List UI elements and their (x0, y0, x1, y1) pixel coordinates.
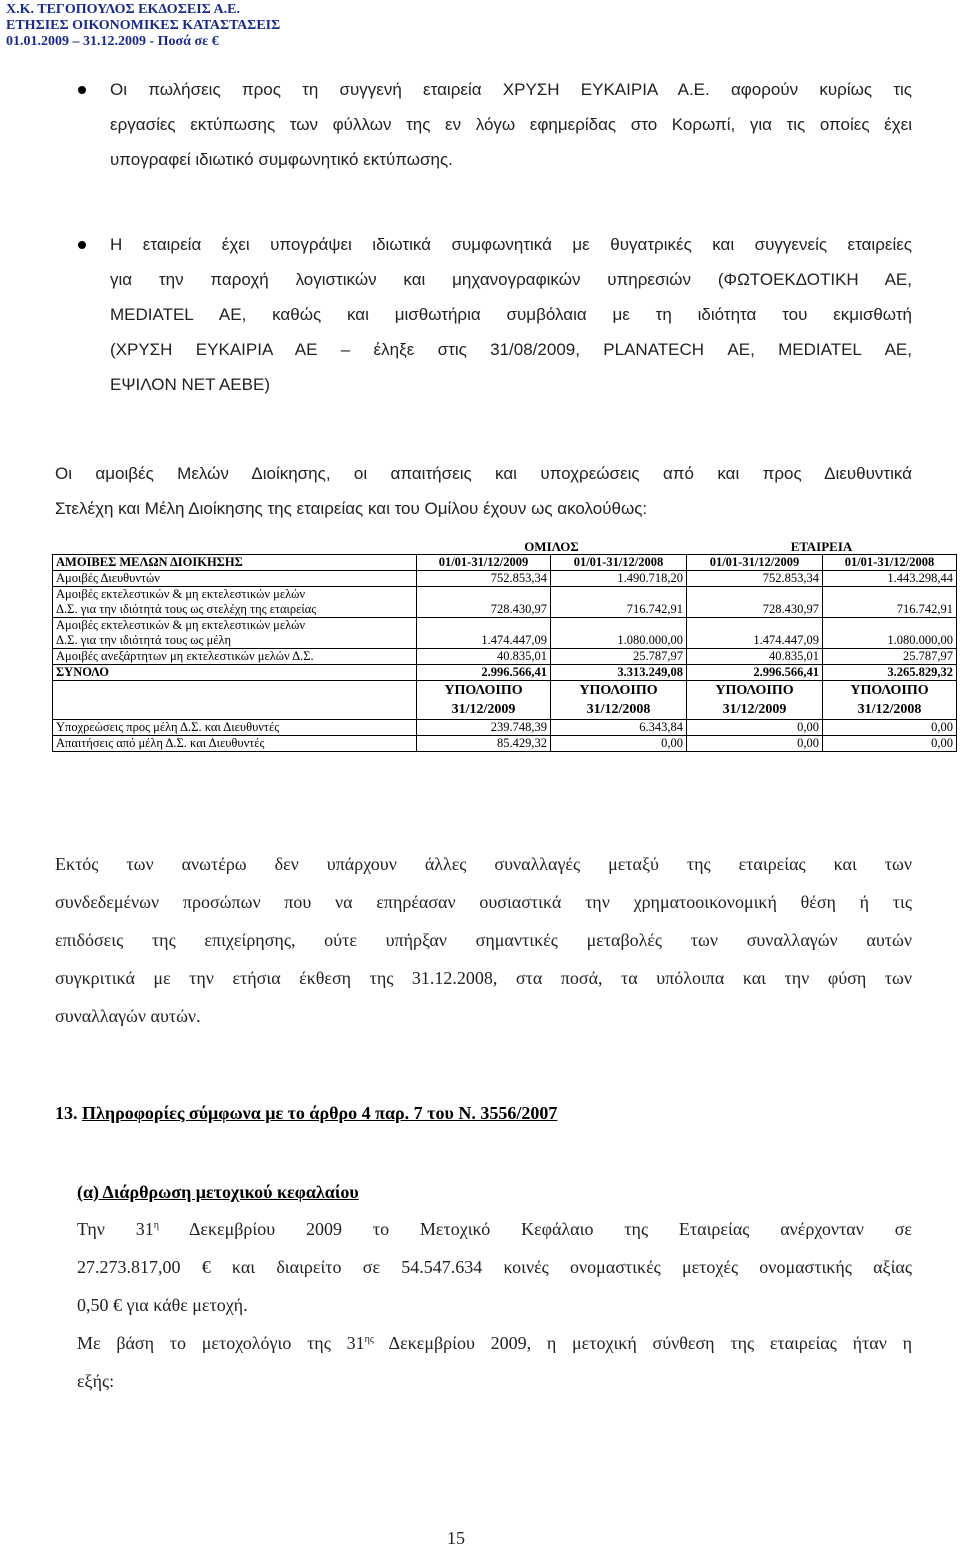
text-line: MEDIATEL ΑΕ, καθώς και μισθωτήρια συμβόλαια με τη ιδιότητα του εκμισθωτή (110, 305, 912, 324)
cell-value: 716.742,91 (823, 587, 957, 618)
cell-value: 1.080.000,00 (823, 618, 957, 649)
cell-value: 0,00 (823, 720, 957, 736)
balance-label: ΥΠΟΛΟΙΠΟ (579, 683, 658, 698)
superscript: ης (364, 1334, 374, 1345)
cell-value: 6.343,84 (551, 720, 687, 736)
balance-date: 31/12/2009 (722, 702, 787, 717)
balance-header (417, 681, 551, 720)
cell-value: 40.835,01 (417, 649, 551, 665)
text-line: για την παροχή λογιστικών και μηχανογραφικών υπηρεσιών (ΦΩΤΟΕΚΔΟΤΙΚΗ ΑΕ, (110, 270, 912, 289)
text-line: (ΧΡΥΣΗ ΕΥΚΑΙΡΙΑ ΑΕ – έληξε στις 31/08/2009, PLANATECH ΑΕ, MEDIATEL ΑΕ, (110, 340, 912, 359)
period-header: 01/01-31/12/2008 (823, 555, 957, 571)
text-line: επιδόσεις της επιχείρησης, ούτε υπήρξαν σημαντικές μεταβολές των συναλλαγών αυτών (55, 930, 912, 950)
cell-value: 0,00 (823, 736, 957, 752)
text-line: εξής: (77, 1371, 115, 1391)
table-row (53, 649, 957, 665)
cell-value: 25.787,97 (551, 649, 687, 665)
period-currency: 01.01.2009 – 31.12.2009 - Ποσά σε € (6, 34, 219, 49)
text-line: εργασίες εκτύπωσης των φύλλων της εν λόγω εφημερίδας στο Κορωπί, για τις οποίες έχει (110, 115, 912, 134)
section-heading: Πληροφορίες σύμφωνα με το άρθρο 4 παρ. 7 του Ν. 3556/2007 (82, 1103, 558, 1123)
text-fragment: Με βάση το μετοχολόγιο της 31 (77, 1333, 365, 1353)
total-value: 2.996.566,41 (687, 665, 823, 681)
total-value: 2.996.566,41 (417, 665, 551, 681)
section-title (55, 1103, 557, 1124)
page-number: 15 (447, 1528, 465, 1548)
document-header (6, 2, 280, 50)
text-line (77, 1210, 912, 1248)
cell-value: 1.474.447,09 (417, 618, 551, 649)
table-row (53, 720, 957, 736)
period-header: 01/01-31/12/2008 (551, 555, 687, 571)
text-line: Η εταιρεία έχει υπογράψει ιδιωτικά συμφωνητικά με θυγατρικές και συγγενείς εταιρείες (110, 235, 912, 254)
cell-value: 728.430,97 (687, 587, 823, 618)
text-fragment: Δεκεμβρίου 2009, η μετοχική σύνθεση της εταιρείας ήταν η (373, 1333, 912, 1353)
row-label: Αμοιβές ανεξάρτητων μη εκτελεστικών μελών Δ.Σ. (53, 649, 417, 665)
text-line (77, 1324, 912, 1362)
text-line: 0,50 € για κάθε μετοχή. (77, 1295, 248, 1315)
text-line: Οι πωλήσεις προς τη συγγενή εταιρεία ΧΡΥΣΗ ΕΥΚΑΙΡΙΑ Α.Ε. αφορούν κυρίως τις (110, 80, 912, 99)
table-row (53, 571, 957, 587)
text-line: υπογραφεί ιδιωτικό συμφωνητικό εκτύπωσης. (110, 150, 453, 169)
intro-paragraph (55, 456, 912, 526)
table-row (53, 736, 957, 752)
cell-value: 1.490.718,20 (551, 571, 687, 587)
subsection-title (77, 1182, 359, 1203)
superscript: η (153, 1220, 159, 1231)
text-line: ΕΨΙΛΟΝ ΝΕΤ ΑΕΒΕ) (110, 375, 270, 394)
row-label: Αμοιβές Διευθυντών (53, 571, 417, 587)
cell-value: 239.748,39 (417, 720, 551, 736)
table-total-row (53, 665, 957, 681)
balance-label: ΥΠΟΛΟΙΠΟ (444, 683, 523, 698)
text-line: Στελέχη και Μέλη Διοίκησης της εταιρείας και του Ομίλου έχουν ως ακολούθως: (55, 499, 648, 518)
cell-value: 728.430,97 (417, 587, 551, 618)
cell-value: 752.853,34 (417, 571, 551, 587)
text-line: Εκτός των ανωτέρω δεν υπάρχουν άλλες συναλλαγές μεταξύ της εταιρείας και των (55, 854, 912, 874)
cell-value: 1.080.000,00 (551, 618, 687, 649)
cell-value: 25.787,97 (823, 649, 957, 665)
capital-paragraph (77, 1210, 912, 1400)
remuneration-table (52, 536, 956, 752)
text-line: 27.273.817,00 € και διαιρείτο σε 54.547.634 κοινές ονομαστικές μετοχές ονομαστικής αξίας (77, 1257, 912, 1277)
row-label-line: Δ.Σ. για την ιδιότητά τους ως μέλη (56, 633, 231, 647)
row-label: Απαιτήσεις από μέλη Δ.Σ. και Διευθυντές (53, 736, 417, 752)
text-fragment: Την 31 (77, 1219, 154, 1239)
balance-header (551, 681, 687, 720)
bullet-sales-related (80, 72, 912, 177)
balance-header (687, 681, 823, 720)
section-number: 13. (55, 1103, 78, 1123)
text-line: συναλλαγών αυτών. (55, 1006, 201, 1026)
balance-label: ΥΠΟΛΟΙΠΟ (715, 683, 794, 698)
text-line: Οι αμοιβές Μελών Διοίκησης, οι απαιτήσεις και υποχρεώσεις από και προς Διευθυντικά (55, 464, 912, 483)
closing-paragraph (55, 845, 912, 1035)
table-row (53, 618, 957, 649)
text-line: συνδεδεμένων προσώπων που να επηρέασαν ουσιαστικά την χρηματοοικονομική θέση ή τις (55, 892, 912, 912)
cell-value: 0,00 (551, 736, 687, 752)
text-line: συγκριτικά με την ετήσια έκθεση της 31.12.2008, στα ποσά, τα υπόλοιπα και την φύση των (55, 968, 912, 988)
subsection-heading: (α) Διάρθρωση μετοχικού κεφαλαίου (77, 1182, 359, 1202)
statement-title: ΕΤΗΣΙΕΣ ΟΙΚΟΝΟΜΙΚΕΣ ΚΑΤΑΣΤΑΣΕΙΣ (6, 18, 281, 33)
text-fragment: Δεκεμβρίου 2009 το Μετοχικό Κεφάλαιο της Εταιρείας ανέρχονταν σε (158, 1219, 912, 1239)
cell-value: 1.443.298,44 (823, 571, 957, 587)
group-header-company: ΕΤΑΙΡΕΙΑ (790, 539, 853, 554)
total-value: 3.313.249,08 (551, 665, 687, 681)
row-label (53, 587, 417, 618)
row-label: Υποχρεώσεις προς μέλη Δ.Σ. και Διευθυντές (53, 720, 417, 736)
row-label (53, 618, 417, 649)
period-header: 01/01-31/12/2009 (417, 555, 551, 571)
row-label-line: Δ.Σ. για την ιδιότητά τους ως στελέχη της εταιρείας (56, 602, 317, 616)
bullet-icon (78, 241, 86, 249)
bullet-icon (78, 86, 86, 94)
cell-value: 85.429,32 (417, 736, 551, 752)
total-label: ΣΥΝΟΛΟ (53, 665, 417, 681)
balance-date: 31/12/2008 (586, 702, 651, 717)
table-header-label: ΑΜΟΙΒΕΣ ΜΕΛΩΝ ΔΙΟΙΚΗΣΗΣ (53, 555, 417, 571)
group-header-group: ΟΜΙΛΟΣ (524, 539, 579, 554)
bullet-agreements (80, 227, 912, 402)
cell-value: 0,00 (687, 736, 823, 752)
table-row (53, 587, 957, 618)
total-value: 3.265.829,32 (823, 665, 957, 681)
cell-value: 716.742,91 (551, 587, 687, 618)
cell-value: 752.853,34 (687, 571, 823, 587)
balance-header-row (53, 681, 957, 720)
balance-date: 31/12/2008 (857, 702, 922, 717)
row-label-line: Αμοιβές εκτελεστικών & μη εκτελεστικών μελών (56, 618, 306, 632)
row-label-line: Αμοιβές εκτελεστικών & μη εκτελεστικών μελών (56, 587, 306, 601)
cell-value: 40.835,01 (687, 649, 823, 665)
balance-date: 31/12/2009 (451, 702, 516, 717)
period-header: 01/01-31/12/2009 (687, 555, 823, 571)
cell-value: 0,00 (687, 720, 823, 736)
balance-label: ΥΠΟΛΟΙΠΟ (850, 683, 929, 698)
cell-value: 1.474.447,09 (687, 618, 823, 649)
company-name: Χ.Κ. ΤΕΓΟΠΟΥΛΟΣ ΕΚΔΟΣΕΙΣ Α.Ε. (6, 2, 240, 17)
balance-header (823, 681, 957, 720)
